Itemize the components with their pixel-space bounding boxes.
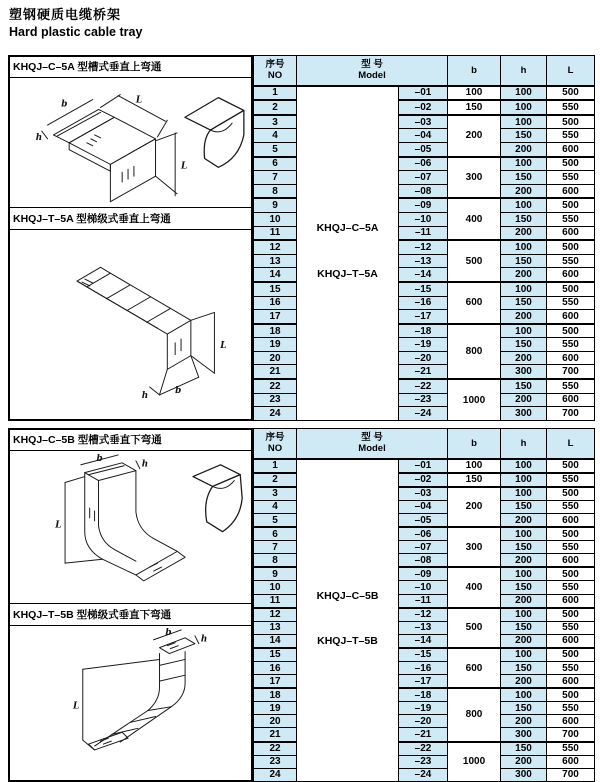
b-value-cell: 600 (448, 648, 501, 688)
h-value-cell: 100 (501, 459, 547, 473)
model-suffix-cell: –20 (399, 351, 448, 365)
col-no-header: 序号 NO (254, 56, 297, 86)
b-value-cell: 200 (448, 487, 501, 527)
row-number-cell: 7 (254, 541, 297, 554)
model-suffix-cell: –15 (399, 282, 448, 296)
channel-up-bend-diagram (10, 78, 251, 207)
model-suffix-cell: –14 (399, 634, 448, 648)
l-value-cell: 600 (547, 143, 595, 157)
row-number-cell: 17 (254, 310, 297, 324)
l-value-cell: 550 (547, 662, 595, 675)
model-suffix-cell: –24 (399, 407, 448, 421)
model-suffix-cell: –22 (399, 742, 448, 756)
h-value-cell: 300 (501, 768, 547, 781)
l-value-cell: 500 (547, 567, 595, 581)
model-suffix-cell: –19 (399, 702, 448, 715)
l-value-cell: 600 (547, 184, 595, 198)
h-value-cell: 100 (501, 527, 547, 541)
h-value-cell: 200 (501, 554, 547, 568)
table-row (254, 86, 595, 101)
h-value-cell: 200 (501, 310, 547, 324)
channel-down-caption: KHQJ–C–5B 型槽式垂直下弯通 (10, 430, 251, 451)
h-value-cell: 200 (501, 634, 547, 648)
row-number-cell: 15 (254, 282, 297, 296)
l-value-cell: 550 (547, 129, 595, 143)
h-value-cell: 200 (501, 594, 547, 608)
l-value-cell: 500 (547, 688, 595, 702)
model-suffix-cell: –04 (399, 500, 448, 513)
model-suffix-cell: –14 (399, 268, 448, 282)
row-number-cell: 21 (254, 365, 297, 379)
h-value-cell: 100 (501, 282, 547, 296)
row-number-cell: 1 (254, 86, 297, 101)
model-suffix-cell: –02 (399, 100, 448, 115)
h-value-cell: 100 (501, 115, 547, 129)
model-suffix-cell: –21 (399, 365, 448, 379)
row-number-cell: 9 (254, 198, 297, 212)
row-number-cell: 3 (254, 487, 297, 501)
row-number-cell: 23 (254, 755, 297, 768)
l-value-cell: 550 (547, 100, 595, 115)
row-number-cell: 19 (254, 702, 297, 715)
b-value-cell: 800 (448, 688, 501, 741)
h-value-cell: 200 (501, 351, 547, 365)
h-value-cell: 100 (501, 648, 547, 662)
row-number-cell: 18 (254, 324, 297, 338)
table-row (254, 459, 595, 473)
channel-down-bend-line-art (54, 454, 185, 581)
model-suffix-cell: –12 (399, 240, 448, 254)
model-suffix-cell: –15 (399, 648, 448, 662)
l-value-cell: 550 (547, 254, 595, 268)
model-suffix-cell: –23 (399, 755, 448, 768)
row-number-cell: 4 (254, 500, 297, 513)
l-value-cell: 700 (547, 365, 595, 379)
l-value-cell: 500 (547, 86, 595, 101)
col-model-header: 型 号 Model (297, 56, 448, 86)
l-value-cell: 550 (547, 541, 595, 554)
l-value-cell: 500 (547, 459, 595, 473)
b-value-cell: 500 (448, 240, 501, 282)
model-suffix-cell: –12 (399, 608, 448, 622)
model-suffix-cell: –18 (399, 324, 448, 338)
l-value-cell: 600 (547, 310, 595, 324)
row-number-cell: 5 (254, 143, 297, 157)
h-value-cell: 100 (501, 473, 547, 487)
row-number-cell: 6 (254, 527, 297, 541)
h-value-cell: 150 (501, 338, 547, 352)
dim-l-label: L (181, 161, 188, 172)
h-value-cell: 100 (501, 487, 547, 501)
ladder-down-bend-diagram (10, 626, 251, 780)
row-number-cell: 20 (254, 351, 297, 365)
dim-l-label: L (72, 701, 80, 712)
h-value-cell: 150 (501, 254, 547, 268)
row-number-cell: 9 (254, 567, 297, 581)
model-t-label: KHQJ–T–5A (317, 268, 378, 281)
dim-l-label: L (135, 95, 143, 106)
model-suffix-cell: –23 (399, 393, 448, 407)
row-number-cell: 17 (254, 675, 297, 689)
row-number-cell: 8 (254, 554, 297, 568)
h-value-cell: 100 (501, 240, 547, 254)
model-t-label: KHQJ–T–5B (317, 634, 378, 647)
model-suffix-cell: –13 (399, 621, 448, 634)
model-suffix-cell: –20 (399, 715, 448, 728)
model-suffix-cell: –08 (399, 184, 448, 198)
row-number-cell: 24 (254, 407, 297, 421)
h-value-cell: 300 (501, 728, 547, 742)
dim-h-label: h (35, 132, 43, 143)
col-h-header: h (501, 56, 547, 86)
b-value-cell: 1000 (448, 379, 501, 420)
l-value-cell: 600 (547, 513, 595, 527)
channel-down-bend-diagram (10, 451, 251, 603)
h-value-cell: 150 (501, 129, 547, 143)
l-value-cell: 500 (547, 324, 595, 338)
l-value-cell: 600 (547, 268, 595, 282)
ladder-up-caption: KHQJ–T–5A 型梯级式垂直上弯通 (10, 207, 251, 230)
spec-table-body (254, 86, 595, 421)
h-value-cell: 200 (501, 675, 547, 689)
model-suffix-cell: –11 (399, 226, 448, 240)
row-number-cell: 12 (254, 240, 297, 254)
h-value-cell: 150 (501, 500, 547, 513)
b-value-cell: 300 (448, 157, 501, 199)
model-suffix-cell: –04 (399, 129, 448, 143)
l-value-cell: 500 (547, 282, 595, 296)
l-value-cell: 500 (547, 198, 595, 212)
col-b-header: b (448, 56, 501, 86)
row-number-cell: 4 (254, 129, 297, 143)
h-value-cell: 150 (501, 581, 547, 594)
model-suffix-cell: –05 (399, 143, 448, 157)
row-number-cell: 2 (254, 473, 297, 487)
model-suffix-cell: –07 (399, 541, 448, 554)
dim-b-label: b (61, 99, 68, 110)
b-value-cell: 200 (448, 115, 501, 157)
l-value-cell: 500 (547, 487, 595, 501)
row-number-cell: 1 (254, 459, 297, 473)
row-number-cell: 11 (254, 594, 297, 608)
l-value-cell: 600 (547, 675, 595, 689)
h-value-cell: 200 (501, 755, 547, 768)
ladder-up-bend-line-art (77, 267, 227, 401)
col-b-header: b (448, 429, 501, 459)
diagram-panel-down-bend (8, 428, 253, 782)
model-suffix-cell: –05 (399, 513, 448, 527)
b-value-cell: 600 (448, 282, 501, 324)
l-value-cell: 550 (547, 742, 595, 756)
model-suffix-cell: –24 (399, 768, 448, 781)
model-c-label: KHQJ–C–5A (316, 221, 379, 234)
row-number-cell: 10 (254, 581, 297, 594)
model-suffix-cell: –10 (399, 213, 448, 227)
model-suffix-cell: –07 (399, 171, 448, 185)
table-header-row (254, 56, 595, 86)
row-number-cell: 5 (254, 513, 297, 527)
b-value-cell: 150 (448, 473, 501, 487)
dim-l-label: L (220, 340, 227, 351)
row-number-cell: 23 (254, 393, 297, 407)
row-number-cell: 18 (254, 688, 297, 702)
model-suffix-cell: –02 (399, 473, 448, 487)
diagram-panel-up-bend (8, 55, 253, 421)
model-suffix-cell: –06 (399, 157, 448, 171)
page-header (9, 4, 142, 39)
row-number-cell: 14 (254, 634, 297, 648)
l-value-cell: 600 (547, 634, 595, 648)
h-value-cell: 100 (501, 567, 547, 581)
l-value-cell: 600 (547, 594, 595, 608)
col-l-header: L (547, 56, 595, 86)
b-value-cell: 100 (448, 86, 501, 101)
h-value-cell: 200 (501, 268, 547, 282)
l-value-cell: 500 (547, 240, 595, 254)
model-suffix-cell: –06 (399, 527, 448, 541)
row-number-cell: 14 (254, 268, 297, 282)
row-number-cell: 3 (254, 115, 297, 129)
h-value-cell: 300 (501, 365, 547, 379)
ladder-up-bend-diagram (10, 230, 251, 419)
b-value-cell: 400 (448, 198, 501, 240)
l-value-cell: 550 (547, 473, 595, 487)
model-suffix-cell: –17 (399, 675, 448, 689)
row-number-cell: 22 (254, 742, 297, 756)
dim-b-label: b (175, 385, 182, 396)
h-value-cell: 200 (501, 143, 547, 157)
h-value-cell: 150 (501, 742, 547, 756)
col-h-header: h (501, 429, 547, 459)
h-value-cell: 100 (501, 688, 547, 702)
h-value-cell: 150 (501, 702, 547, 715)
b-value-cell: 500 (448, 608, 501, 648)
col-no-header: 序号 NO (254, 429, 297, 459)
h-value-cell: 100 (501, 608, 547, 622)
row-number-cell: 12 (254, 608, 297, 622)
channel-up-bend-line-art (36, 95, 187, 202)
col-model-header: 型 号 Model (297, 429, 448, 459)
h-value-cell: 150 (501, 541, 547, 554)
model-suffix-cell: –19 (399, 338, 448, 352)
ladder-down-caption: KHQJ–T–5B 型梯级式垂直下弯通 (10, 603, 251, 626)
h-value-cell: 100 (501, 324, 547, 338)
l-value-cell: 550 (547, 296, 595, 310)
model-suffix-cell: –01 (399, 86, 448, 101)
model-suffix-cell: –22 (399, 379, 448, 393)
dim-l-label: L (55, 520, 62, 531)
row-number-cell: 22 (254, 379, 297, 393)
l-value-cell: 700 (547, 728, 595, 742)
h-value-cell: 300 (501, 407, 547, 421)
h-value-cell: 150 (501, 621, 547, 634)
h-value-cell: 200 (501, 393, 547, 407)
h-value-cell: 200 (501, 715, 547, 728)
model-suffix-cell: –09 (399, 198, 448, 212)
row-number-cell: 16 (254, 662, 297, 675)
row-number-cell: 16 (254, 296, 297, 310)
model-suffix-cell: –03 (399, 487, 448, 501)
row-number-cell: 13 (254, 621, 297, 634)
l-value-cell: 500 (547, 157, 595, 171)
h-value-cell: 200 (501, 184, 547, 198)
row-number-cell: 10 (254, 213, 297, 227)
model-suffix-cell: –01 (399, 459, 448, 473)
l-value-cell: 600 (547, 393, 595, 407)
page-title-zh: 塑钢硬质电缆桥架 (9, 7, 122, 22)
b-value-cell: 400 (448, 567, 501, 607)
spec-table-body (254, 459, 595, 782)
h-value-cell: 100 (501, 198, 547, 212)
b-value-cell: 100 (448, 459, 501, 473)
b-value-cell: 800 (448, 324, 501, 379)
model-suffix-cell: –08 (399, 554, 448, 568)
l-value-cell: 600 (547, 755, 595, 768)
model-suffix-cell: –13 (399, 254, 448, 268)
cover-piece-diagram (193, 465, 242, 532)
l-value-cell: 600 (547, 226, 595, 240)
row-number-cell: 6 (254, 157, 297, 171)
model-suffix-cell: –16 (399, 662, 448, 675)
model-suffix-cell: –16 (399, 296, 448, 310)
section-vertical-down-bend (8, 428, 594, 782)
h-value-cell: 150 (501, 379, 547, 393)
l-value-cell: 500 (547, 527, 595, 541)
b-value-cell: 1000 (448, 742, 501, 782)
l-value-cell: 550 (547, 581, 595, 594)
l-value-cell: 500 (547, 115, 595, 129)
l-value-cell: 500 (547, 648, 595, 662)
h-value-cell: 150 (501, 662, 547, 675)
l-value-cell: 550 (547, 171, 595, 185)
model-c-label: KHQJ–C–5B (316, 589, 379, 602)
model-suffix-cell: –21 (399, 728, 448, 742)
b-value-cell: 150 (448, 100, 501, 115)
model-suffix-cell: –18 (399, 688, 448, 702)
row-number-cell: 21 (254, 728, 297, 742)
spec-table-up-bend (253, 55, 594, 421)
row-number-cell: 7 (254, 171, 297, 185)
l-value-cell: 550 (547, 621, 595, 634)
col-l-header: L (547, 429, 595, 459)
l-value-cell: 550 (547, 338, 595, 352)
h-value-cell: 100 (501, 157, 547, 171)
row-number-cell: 19 (254, 338, 297, 352)
cover-piece-diagram (185, 98, 244, 168)
model-merged-cell (297, 459, 399, 782)
l-value-cell: 700 (547, 768, 595, 781)
model-suffix-cell: –11 (399, 594, 448, 608)
channel-up-caption: KHQJ–C–5A 型槽式垂直上弯通 (10, 57, 251, 78)
row-number-cell: 11 (254, 226, 297, 240)
l-value-cell: 700 (547, 407, 595, 421)
l-value-cell: 550 (547, 379, 595, 393)
h-value-cell: 200 (501, 513, 547, 527)
h-value-cell: 150 (501, 171, 547, 185)
model-merged-cell (297, 86, 399, 421)
spec-table-down-bend (253, 428, 594, 782)
l-value-cell: 600 (547, 554, 595, 568)
dim-h-label: h (141, 459, 149, 470)
row-number-cell: 13 (254, 254, 297, 268)
model-suffix-cell: –10 (399, 581, 448, 594)
h-value-cell: 100 (501, 100, 547, 115)
row-number-cell: 8 (254, 184, 297, 198)
model-suffix-cell: –09 (399, 567, 448, 581)
dim-b-label: b (96, 453, 103, 464)
row-number-cell: 2 (254, 100, 297, 115)
page-title-en: Hard plastic cable tray (9, 25, 143, 39)
dim-h-label: h (141, 390, 149, 401)
h-value-cell: 150 (501, 213, 547, 227)
section-vertical-up-bend (8, 55, 594, 421)
l-value-cell: 600 (547, 351, 595, 365)
l-value-cell: 600 (547, 715, 595, 728)
l-value-cell: 550 (547, 500, 595, 513)
l-value-cell: 550 (547, 213, 595, 227)
l-value-cell: 500 (547, 608, 595, 622)
model-suffix-cell: –17 (399, 310, 448, 324)
row-number-cell: 24 (254, 768, 297, 781)
model-suffix-cell: –03 (399, 115, 448, 129)
h-value-cell: 100 (501, 86, 547, 101)
b-value-cell: 300 (448, 527, 501, 567)
dim-h-label: h (200, 634, 208, 645)
row-number-cell: 15 (254, 648, 297, 662)
h-value-cell: 200 (501, 226, 547, 240)
row-number-cell: 20 (254, 715, 297, 728)
h-value-cell: 150 (501, 296, 547, 310)
ladder-down-bend-line-art (72, 627, 207, 749)
dim-b-label: b (165, 627, 172, 638)
table-header-row (254, 429, 595, 459)
l-value-cell: 550 (547, 702, 595, 715)
